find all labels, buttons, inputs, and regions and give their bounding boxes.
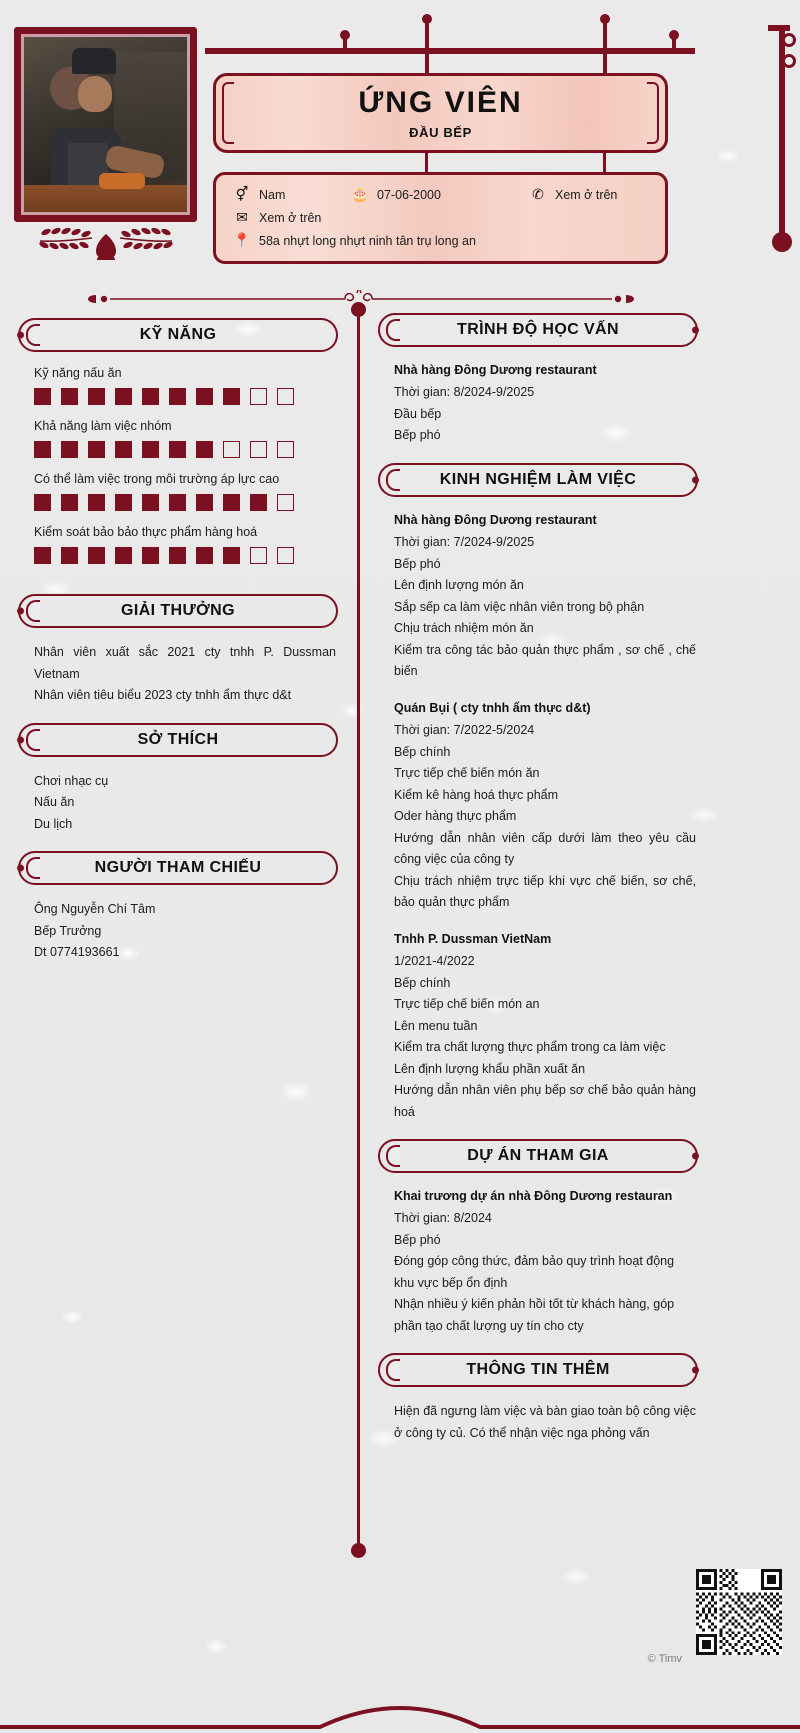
candidate-photo	[21, 34, 190, 215]
contact-row-email	[232, 209, 649, 226]
project-line: Thời gian: 8/2024	[394, 1211, 492, 1226]
skill-item	[18, 472, 338, 511]
reference-role: Bếp Trưởng	[34, 923, 102, 938]
experience-line: Trực tiếp chế biến món ăn	[394, 766, 540, 781]
phone-icon: ✆	[532, 186, 544, 202]
experience-line: Bếp phó	[394, 556, 441, 571]
qr-code-icon	[696, 1569, 782, 1655]
education-line: Thời gian: 8/2024-9/2025	[394, 385, 535, 400]
rail-dot	[669, 30, 679, 40]
award-item: Nhân viên xuất sắc 2021 cty tnhh P. Dussman Vietnam	[34, 645, 336, 681]
dob-value: 07-06-2000	[377, 187, 441, 202]
contact-plate	[213, 172, 668, 264]
address-value: 58a nhựt long nhựt ninh tân trụ long an	[259, 233, 476, 248]
name-plate	[213, 73, 668, 153]
contact-row-address	[232, 232, 649, 249]
top-rail	[205, 48, 695, 54]
contact-address	[232, 232, 476, 249]
rail-dot	[422, 14, 432, 24]
awards-list	[18, 642, 338, 707]
left-column	[18, 318, 338, 964]
experience-entry	[378, 930, 698, 1123]
skill-rating	[34, 547, 338, 564]
section-title-hobbies: SỞ THÍCH	[137, 730, 219, 748]
contact-phone	[528, 186, 617, 203]
experience-line: Thời gian: 7/2024-9/2025	[394, 535, 535, 550]
contact-gender	[232, 186, 350, 203]
gender-value: Nam	[259, 187, 286, 202]
experience-line: Bếp chính	[394, 744, 451, 759]
experience-entry	[378, 699, 698, 914]
skills-list	[18, 366, 338, 564]
experience-line: Chịu trách nhiệm trực tiếp khi vực chế biến, sơ chế, bảo quản thực phẩm	[394, 873, 696, 910]
skill-label: Khả năng làm việc nhóm	[34, 419, 172, 433]
skill-label: Kỹ năng nấu ăn	[34, 366, 122, 380]
page-title: ỨNG VIÊN	[358, 86, 523, 119]
education-org: Nhà hàng Đông Dương restaurant	[394, 363, 597, 377]
award-item: Nhân viên tiêu biểu 2023 cty tnhh ẩm thực d&t	[34, 688, 292, 702]
section-title-skills: KỸ NĂNG	[139, 326, 217, 343]
experience-line: Kiểm kê hàng hoá thực phẩm	[394, 787, 559, 802]
section-header-skills	[18, 318, 338, 352]
bracket-end-dot	[772, 232, 792, 252]
reference-name: Ông Nguyễn Chí Tâm	[34, 902, 156, 916]
experience-line: Bếp chính	[394, 975, 451, 990]
extra-line: Hiện đã ngưng làm việc và bàn giao toàn bộ công việc ở công ty củ. Có thể nhận việc nga phỏng vấn	[394, 1404, 696, 1440]
experience-line: Kiểm tra công tác bảo quản thực phẩm , sơ chế , chế biến	[394, 642, 696, 679]
skill-item	[18, 525, 338, 564]
section-header-hobbies	[18, 723, 338, 757]
skill-rating	[34, 441, 338, 458]
experience-line: Kiểm tra chất lượng thực phẩm trong ca làm việc	[394, 1040, 666, 1054]
experience-line: Lên định lượng món ăn	[394, 578, 524, 593]
project-line: Đóng góp công thức, đảm bảo quy trình hoạt động khu vực bếp ổn định	[394, 1254, 675, 1290]
laurel-ornament	[18, 224, 194, 264]
section-divider	[0, 290, 800, 308]
plate-leg	[603, 153, 606, 172]
experience-line: Hướng dẫn nhân viên phụ bếp sơ chế bảo quản hàng hoá	[394, 1083, 696, 1119]
section-title-experience: KINH NGHIỆM LÀM VIỆC	[439, 470, 637, 488]
bottom-ornament	[0, 1693, 800, 1733]
project-entry	[378, 1187, 698, 1337]
section-header-references	[18, 851, 338, 885]
skill-rating	[34, 494, 338, 511]
right-column	[378, 313, 698, 1444]
education-line: Bếp phó	[394, 428, 441, 443]
experience-line: Hướng dẫn nhân viên cấp dưới làm theo yêu cầu công việc của công ty	[394, 830, 696, 867]
contact-email	[232, 209, 321, 226]
experience-line: Oder hàng thực phẩm	[394, 809, 517, 824]
cake-icon: 🎂	[351, 186, 369, 202]
experience-org: Tnhh P. Dussman VietNam	[394, 931, 552, 946]
bracket-ring-one	[782, 33, 796, 47]
section-header-experience	[378, 463, 698, 497]
center-divider-line	[357, 310, 360, 1550]
section-title-references: NGƯỜI THAM CHIẾU	[94, 859, 262, 876]
contact-dob	[350, 186, 528, 203]
project-line: Bếp phó	[394, 1232, 441, 1247]
section-title-extra: THÔNG TIN THÊM	[466, 1361, 610, 1379]
experience-line: Sắp sếp ca làm việc nhân viên trong bộ phận	[394, 599, 645, 614]
section-header-extra	[378, 1353, 698, 1387]
experience-line: Thời gian: 7/2022-5/2024	[394, 723, 535, 738]
phone-value: Xem ở trên	[555, 187, 618, 202]
education-entry	[378, 361, 698, 447]
hobby-item: Chơi nhạc cụ	[34, 773, 109, 788]
rail-post	[603, 20, 607, 76]
center-line-bottom-dot	[351, 1543, 366, 1558]
rail-dot	[340, 30, 350, 40]
experience-line: Trực tiếp chế biến món an	[394, 997, 540, 1011]
hobbies-list	[18, 771, 338, 836]
references-list	[18, 899, 338, 964]
section-header-projects	[378, 1139, 698, 1173]
experience-line: Lên menu tuần	[394, 1018, 478, 1033]
rail-post	[425, 20, 429, 76]
candidate-photo-frame	[14, 27, 197, 222]
skill-item	[18, 419, 338, 458]
rail-dot	[600, 14, 610, 24]
skill-label: Kiểm soát bảo bảo thực phẩm hàng hoá	[34, 525, 258, 539]
experience-line: Lên định lượng khẩu phần xuất ăn	[394, 1061, 586, 1076]
location-pin-icon: 📍	[233, 232, 251, 248]
project-line: Nhận nhiều ý kiến phản hồi tốt từ khách hàng, góp phần tạo chất lượng uy tín cho cty	[394, 1297, 675, 1333]
brand-watermark: © Timv	[647, 1653, 682, 1665]
section-title-education: TRÌNH ĐỘ HỌC VẤN	[457, 321, 619, 338]
experience-entry	[378, 511, 698, 683]
section-header-awards	[18, 594, 338, 628]
skill-rating	[34, 388, 338, 405]
education-line: Đầu bếp	[394, 406, 442, 421]
section-title-projects: DỰ ÁN THAM GIA	[467, 1147, 609, 1164]
envelope-icon: ✉	[236, 209, 248, 225]
experience-line: 1/2021-4/2022	[394, 954, 475, 968]
hobby-item: Nấu ăn	[34, 795, 75, 809]
plate-leg	[425, 153, 428, 172]
reference-phone: Dt 0774193661	[34, 945, 120, 959]
experience-org: Quán Bụi ( cty tnhh ẩm thực d&t)	[394, 700, 591, 715]
email-value: Xem ở trên	[259, 210, 322, 225]
contact-row-primary	[232, 186, 649, 203]
section-title-awards: GIẢI THƯỞNG	[121, 602, 235, 619]
experience-line: Chịu trách nhiệm món ăn	[394, 621, 534, 636]
job-role: ĐẦU BẾP	[409, 125, 472, 140]
gender-icon: ⚥	[235, 186, 249, 202]
hobby-item: Du lịch	[34, 816, 73, 831]
skill-item	[18, 366, 338, 405]
section-header-education	[378, 313, 698, 347]
skill-label: Có thể làm việc trong môi trường áp lực cao	[34, 472, 280, 486]
experience-org: Nhà hàng Đông Dương restaurant	[394, 512, 597, 527]
bracket-ring-two	[782, 54, 796, 68]
project-org: Khai trương dự án nhà Đông Dương restauran	[394, 1189, 673, 1203]
